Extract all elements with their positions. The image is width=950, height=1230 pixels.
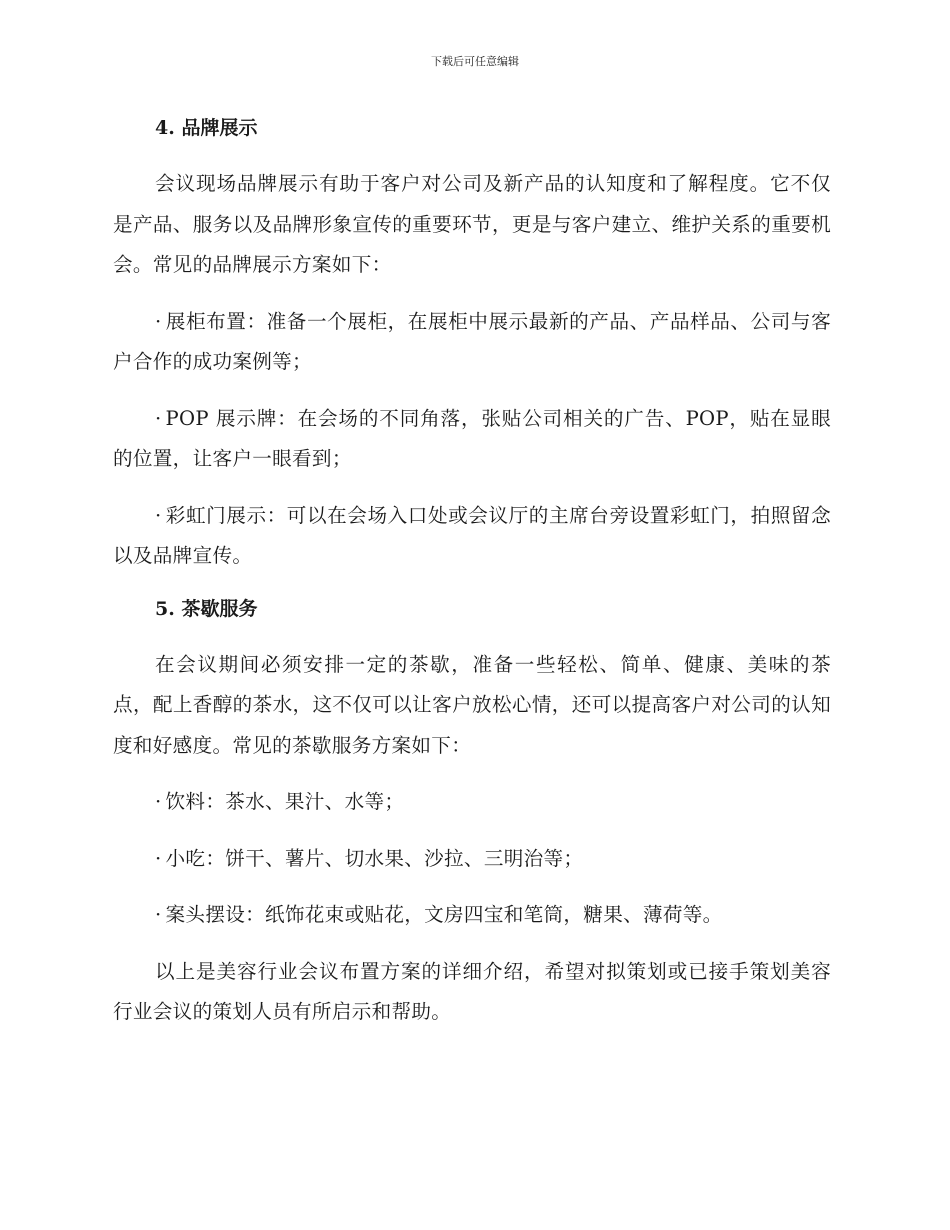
bullet-item [113,496,831,577]
bullet-text: 案头摆设：纸饰花束或贴花，文房四宝和笔筒，糖果、薄荷等。 [165,903,723,926]
bullet-item [113,782,831,823]
bullet-item [113,839,831,880]
document-body [113,112,831,1049]
section-5-title: 5. 茶歇服务 [155,597,258,620]
bullet-dot: · [155,406,162,430]
bullet-dot: · [155,503,162,527]
bullet-dot: · [155,309,162,333]
section-4-title: 4. 品牌展示 [155,117,258,139]
bullet-item [113,399,831,480]
bullet-dot: · [155,846,162,870]
bullet-text: 小吃：饼干、薯片、切水果、沙拉、三明治等； [165,846,584,870]
bullet-dot: · [155,790,162,813]
bullet-text: 彩虹门展示：可以在会场入口处或会议厅的主席台旁设置彩虹门，拍照留念以及品牌宣传。 [113,503,831,567]
section-5-intro: 在会议期间必须安排一定的茶歇，准备一些轻松、简单、健康、美味的茶点，配上香醇的茶水，这不仅可以让客户放松心情，还可以提高客户对公司的认知度和好感度。常见的茶歇服务方案如下： [113,652,831,757]
conclusion-paragraph: 以上是美容行业会议布置方案的详细介绍，希望对拟策划或已接手策划美容行业会议的策划人员有所启示和帮助。 [113,959,831,1023]
section-4-intro: 会议现场品牌展示有助于客户对公司及新产品的认知度和了解程度。它不仅是产品、服务以及品牌形象宣传的重要环节，更是与客户建立、维护关系的重要机会。常见的品牌展示方案如下： [113,172,831,276]
bullet-text: 展柜布置：准备一个展柜，在展柜中展示最新的产品、产品样品、公司与客户合作的成功案例等； [113,309,831,373]
bullet-dot: · [155,903,162,926]
page-header: 下载后可任意编辑 [431,55,519,68]
bullet-item [113,895,831,936]
bullet-item [113,302,831,383]
bullet-text: POP 展示牌：在会场的不同角落，张贴公司相关的广告、POP，贴在显眼的位置，让客户一眼看到； [113,406,831,470]
bullet-text: 饮料：茶水、果汁、水等； [165,790,405,813]
